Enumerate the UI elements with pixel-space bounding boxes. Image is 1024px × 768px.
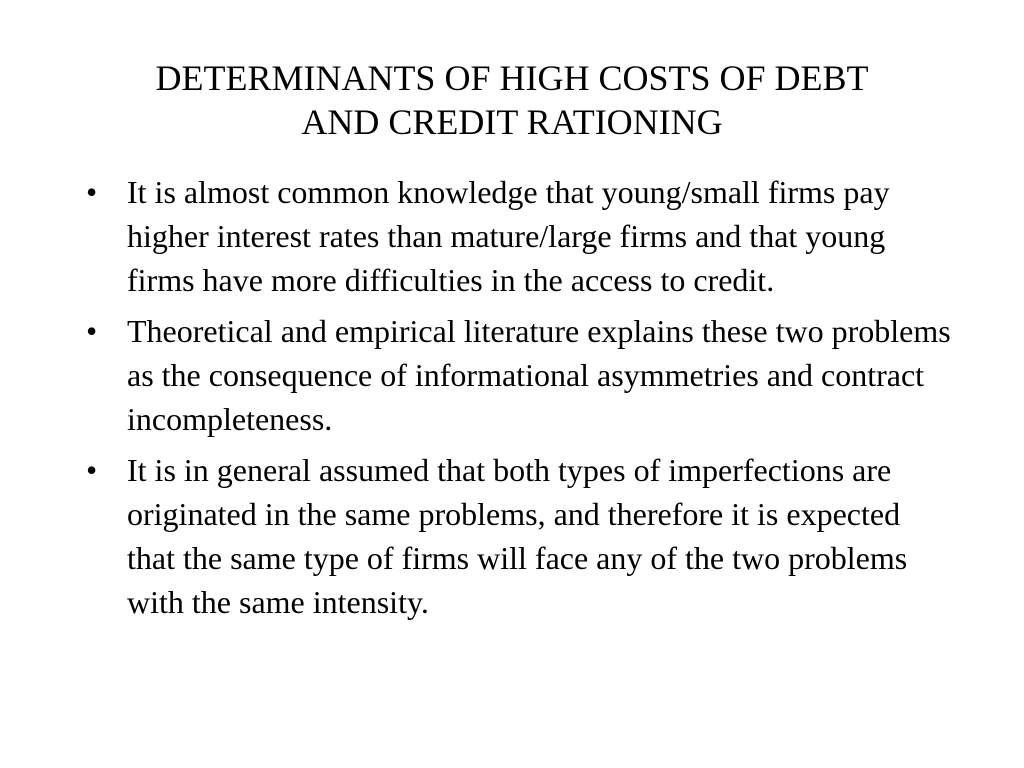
bullet-marker: • [86,174,98,210]
slide-title-line-1: DETERMINANTS OF HIGH COSTS OF DEBT [155,58,869,98]
bullet-text-3: It is in general assumed that both types of imperfections are originated in the same problems, and therefore it is expected that the same type of firms will face any of the two problems with the same intensity. [127,452,908,620]
slide-title-line-2: AND CREDIT RATIONING [301,102,723,142]
bullet-text-1: It is almost common knowledge that young/small firms pay higher interest rates than mature/large firms and that young firms have more difficulties in the access to credit. [127,174,890,298]
bullet-item-1 [86,170,956,302]
bullet-text-2: Theoretical and empirical literature explains these two problems as the consequence of informational asymmetries and contract incompleteness. [127,313,951,437]
bullet-list [86,170,956,631]
bullet-marker: • [86,452,98,488]
bullet-item-3 [86,448,956,624]
bullet-item-2 [86,309,956,441]
slide-title [0,56,1024,144]
bullet-marker: • [86,313,98,349]
